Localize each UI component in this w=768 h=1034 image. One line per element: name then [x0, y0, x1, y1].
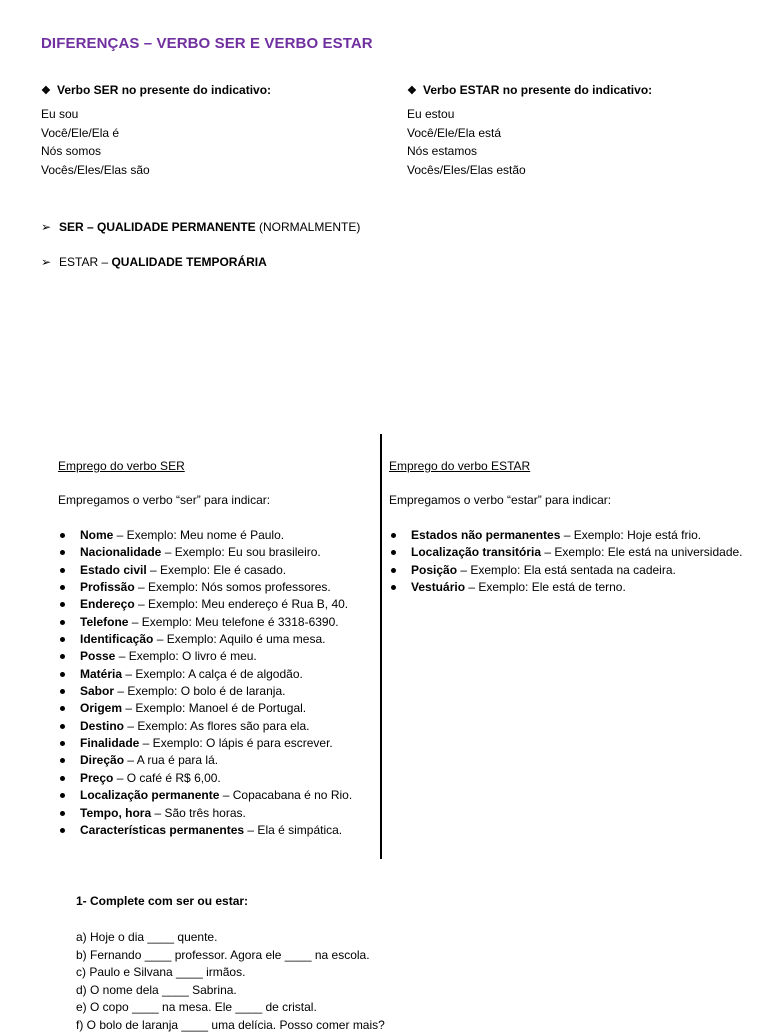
ser-quality-rest: (NORMALMENTE)	[256, 220, 361, 234]
estar-form: Vocês/Eles/Elas estão	[407, 161, 526, 180]
diamond-bullet-icon: ❖	[41, 84, 57, 97]
list-item: Identificação – Exemplo: Aquilo é uma mesa.	[58, 631, 352, 648]
list-item: Direção – A rua é para lá.	[58, 752, 352, 769]
estar-usage-list	[389, 527, 743, 596]
list-item: Nome – Exemplo: Meu nome é Paulo.	[58, 527, 352, 544]
list-item: Localização transitória – Exemplo: Ele está na universidade.	[389, 544, 743, 561]
exercise-list	[76, 929, 385, 1034]
list-item: Destino – Exemplo: As flores são para ela.	[58, 718, 352, 735]
estar-quality-bold: QUALIDADE TEMPORÁRIA	[111, 255, 266, 269]
ser-present-heading	[41, 83, 271, 97]
ser-conjugation-list	[41, 105, 150, 179]
estar-present-heading	[407, 83, 652, 97]
list-item: Posição – Exemplo: Ela está sentada na cadeira.	[389, 562, 743, 579]
list-item: Profissão – Exemplo: Nós somos professores.	[58, 579, 352, 596]
list-item: Endereço – Exemplo: Meu endereço é Rua B, 40.	[58, 596, 352, 613]
exercise-item: e) O copo ____ na mesa. Ele ____ de cristal.	[76, 999, 385, 1017]
estar-quality-note	[41, 255, 267, 269]
ser-usage-intro: Empregamos o verbo “ser” para indicar:	[58, 493, 270, 507]
diamond-bullet-icon: ❖	[407, 84, 423, 97]
column-divider	[380, 434, 382, 859]
list-item: Sabor – Exemplo: O bolo é de laranja.	[58, 683, 352, 700]
estar-conjugation-list	[407, 105, 526, 179]
estar-quality-prefix: ESTAR –	[59, 255, 111, 269]
ser-present-heading-text: Verbo SER no presente do indicativo:	[57, 83, 271, 97]
exercise-item: d) O nome dela ____ Sabrina.	[76, 982, 385, 1000]
ser-form: Nós somos	[41, 142, 150, 161]
estar-form: Nós estamos	[407, 142, 526, 161]
page-title: DIFERENÇAS – VERBO SER E VERBO ESTAR	[41, 35, 373, 52]
ser-form: Eu sou	[41, 105, 150, 124]
ser-form: Vocês/Eles/Elas são	[41, 161, 150, 180]
list-item: Nacionalidade – Exemplo: Eu sou brasileiro.	[58, 544, 352, 561]
arrow-bullet-icon: ➢	[41, 220, 59, 234]
ser-quality-note	[41, 220, 360, 234]
exercise-item: f) O bolo de laranja ____ uma delícia. Posso comer mais?	[76, 1017, 385, 1034]
arrow-bullet-icon: ➢	[41, 255, 59, 269]
ser-quality-bold: SER – QUALIDADE PERMANENTE	[59, 220, 256, 234]
list-item: Tempo, hora – São três horas.	[58, 805, 352, 822]
list-item: Origem – Exemplo: Manoel é de Portugal.	[58, 700, 352, 717]
estar-form: Você/Ele/Ela está	[407, 124, 526, 143]
exercise-item: a) Hoje o dia ____ quente.	[76, 929, 385, 947]
estar-usage-intro: Empregamos o verbo “estar” para indicar:	[389, 493, 611, 507]
list-item: Matéria – Exemplo: A calça é de algodão.	[58, 666, 352, 683]
exercise-item: b) Fernando ____ professor. Agora ele ____ na escola.	[76, 947, 385, 965]
list-item: Telefone – Exemplo: Meu telefone é 3318-6390.	[58, 614, 352, 631]
estar-present-heading-text: Verbo ESTAR no presente do indicativo:	[423, 83, 652, 97]
list-item: Preço – O café é R$ 6,00.	[58, 770, 352, 787]
exercise-title: 1- Complete com ser ou estar:	[76, 894, 248, 908]
exercise-item: c) Paulo e Silvana ____ irmãos.	[76, 964, 385, 982]
ser-usage-title: Emprego do verbo SER	[58, 459, 185, 473]
list-item: Localização permanente – Copacabana é no Rio.	[58, 787, 352, 804]
estar-form: Eu estou	[407, 105, 526, 124]
list-item: Vestuário – Exemplo: Ele está de terno.	[389, 579, 743, 596]
ser-form: Você/Ele/Ela é	[41, 124, 150, 143]
list-item: Estado civil – Exemplo: Ele é casado.	[58, 562, 352, 579]
estar-usage-title: Emprego do verbo ESTAR	[389, 459, 530, 473]
list-item: Finalidade – Exemplo: O lápis é para escrever.	[58, 735, 352, 752]
list-item: Características permanentes – Ela é simpática.	[58, 822, 352, 839]
list-item: Posse – Exemplo: O livro é meu.	[58, 648, 352, 665]
ser-usage-list	[58, 527, 352, 839]
list-item: Estados não permanentes – Exemplo: Hoje está frio.	[389, 527, 743, 544]
